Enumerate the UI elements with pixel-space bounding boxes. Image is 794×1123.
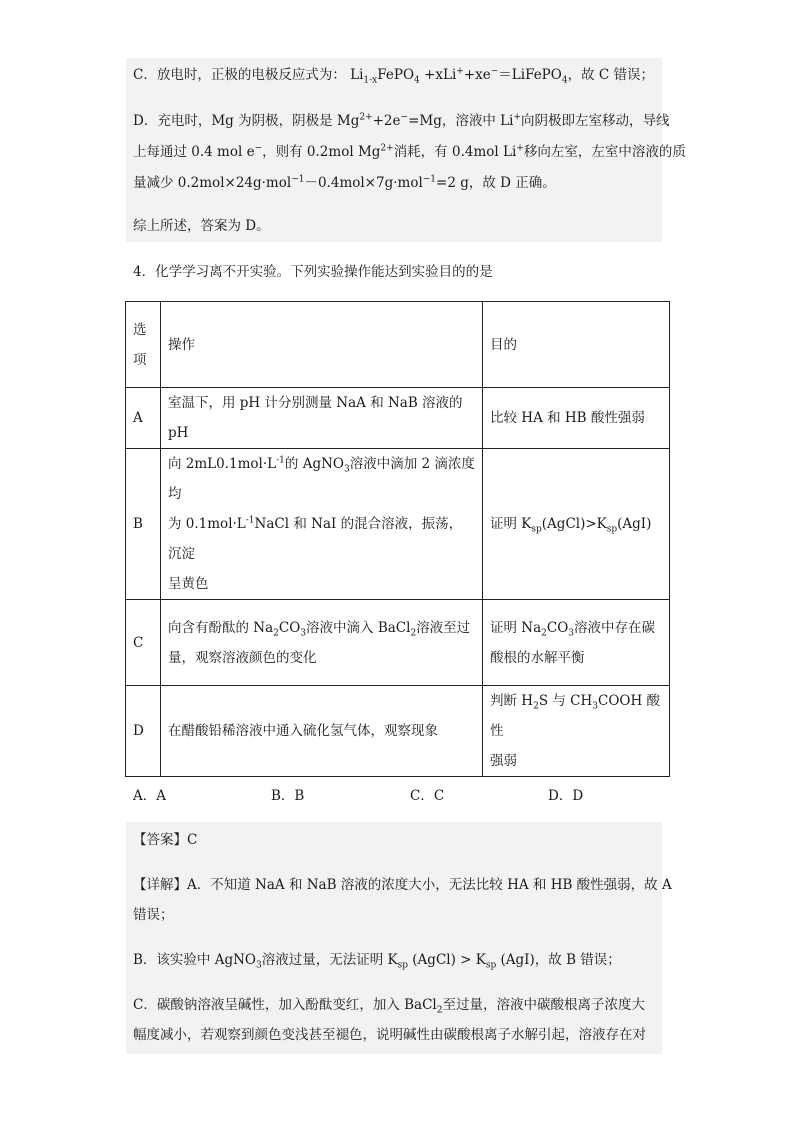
row-b-option: B <box>126 449 161 600</box>
row-d-purpose: 判断 $H_2S$ 与 $CH_3COOH$ 酸性 强弱 <box>483 686 670 777</box>
row-b-purpose: 证明 $K_{sp}(AgCl)>K_{sp}(AgI)$ <box>483 449 670 600</box>
row-b-operation: 向 $2mL0.1mol\cdot L^{-1}$的 AgNO$_3$溶液中滴加 2 滴浓度均 为 $0.1mol\cdot L^{-1}NaCl$ 和 NaI 的混合溶液，振荡，沉淀 呈黄色 <box>161 449 483 600</box>
row-a-purpose: 比较 HA 和 HB 酸性强弱 <box>483 388 670 449</box>
option-b[interactable]: B．B <box>271 788 305 804</box>
header-purpose: 目的 <box>483 302 670 388</box>
row-a-operation: 室温下，用 pH 计分别测量 NaA 和 NaB 溶液的 pH <box>161 388 483 449</box>
explanation-c-line: C．放电时，正极的电极反应式为： $Li_{1-x}FePO_4$ +xLi++xe−＝LiFePO$_4$，故 C 错误； <box>133 66 654 86</box>
row-a-option: A <box>126 388 161 449</box>
option-c[interactable]: C．C <box>410 788 445 804</box>
detail-c-line-1: C．碳酸钠溶液呈碱性，加入酚酞变红，加入 BaCl$_2$至过量，溶液中碳酸根离子浓度大 <box>133 997 645 1016</box>
row-d-operation: 在醋酸铅稀溶液中通入硫化氢气体，观察现象 <box>161 686 483 777</box>
explanation-d-line-3: 量减少 0.2mol×24g·mol$^{-1}$－0.4mol×7g·mol$^{-1}$=2 g，故 D 正确。 <box>133 174 556 191</box>
row-c-operation: 向含有酚酞的 $Na_2CO_3$溶液中滴入 BaCl$_2$溶液至过 量，观察溶液颜色的变化 <box>161 600 483 686</box>
experiment-table <box>125 301 670 777</box>
detail-c-line-2: 幅度减小，若观察到颜色变浅甚至褪色，说明碱性由碳酸根离子水解引起，溶液存在对 <box>133 1027 646 1043</box>
detail-line-1: 【详解】A．不知道 NaA 和 NaB 溶液的浓度大小，无法比较 HA 和 HB 酸性强弱，故 A <box>133 877 672 893</box>
explanation-d-line-1: D．充电时，Mg 为阴极，阴极是 $Mg^{2+}+2e^-=Mg$，溶液中 Li+向阴极即左室移动，导线 <box>133 112 670 129</box>
question-stem: 4．化学学习离不开实验。下列实验操作能达到实验目的的是 <box>133 264 493 280</box>
row-c-option: C <box>126 600 161 686</box>
detail-b-line: B．该实验中 AgNO$_3$溶液过量，无法证明 $K_{sp}$ (AgCl) > $K_{sp}$ (AgI)，故 B 错误； <box>133 952 621 971</box>
row-c-purpose: 证明 $Na_2CO_3$溶液中存在碳 酸根的水解平衡 <box>483 600 670 686</box>
header-option: 选 项 <box>126 302 161 388</box>
explanation-d-line-2: 上每通过 0.4 mol e−，则有 0.2mol $Mg^{2+}$消耗，有 0.4mol Li+移向左室，左室中溶液的质 <box>133 143 686 160</box>
explanation-shade-bottom <box>126 822 662 1054</box>
row-d-option: D <box>126 686 161 777</box>
answer-label: 【答案】C <box>133 832 198 848</box>
table-row <box>126 388 670 449</box>
detail-line-1b: 错误； <box>133 907 174 923</box>
option-a[interactable]: A．A <box>133 788 166 804</box>
answer-options <box>133 786 733 806</box>
option-d[interactable]: D．D <box>548 788 584 804</box>
header-operation: 操作 <box>161 302 483 388</box>
table-row <box>126 449 670 600</box>
table-row <box>126 600 670 686</box>
table-header-row <box>126 302 670 388</box>
explanation-summary: 综上所述，答案为 D。 <box>133 218 270 234</box>
table-row <box>126 686 670 777</box>
